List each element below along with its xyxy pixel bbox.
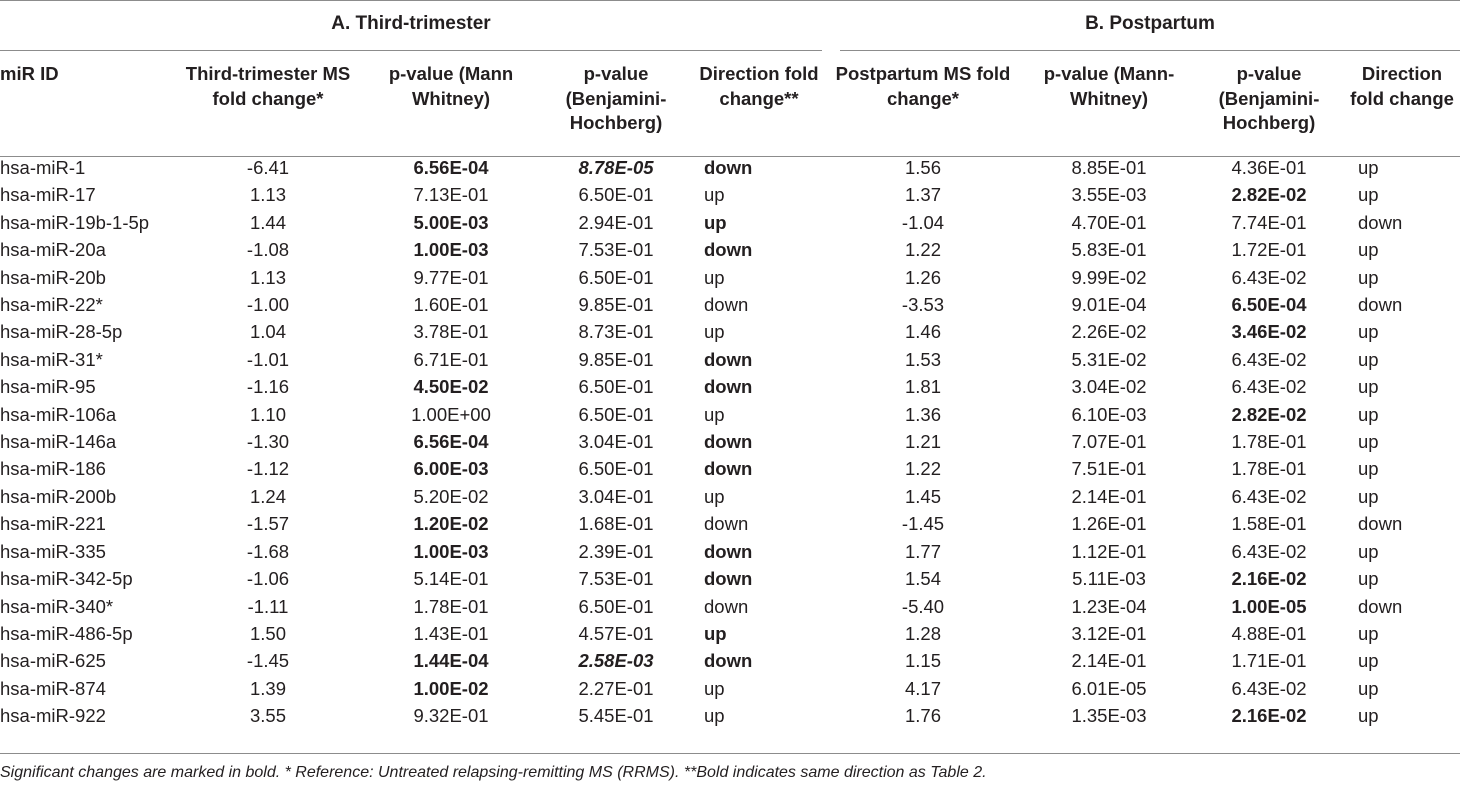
table-cell: down: [704, 595, 749, 617]
table-cell: 6.50E-01: [578, 595, 654, 617]
table-cell: -1.12: [246, 458, 290, 480]
table-row: [0, 154, 1460, 181]
table-row: [0, 181, 1460, 208]
column-header: miR ID: [0, 63, 59, 84]
table-cell: up: [1358, 403, 1379, 425]
table-body: [0, 154, 1460, 730]
table-row: [0, 236, 1460, 263]
table-cell: up: [704, 266, 725, 288]
table-cell: hsa-miR-19b-1-5p: [0, 211, 150, 233]
column-header: Third-trimester MS fold change*: [185, 63, 351, 109]
table-cell: 9.01E-04: [1071, 294, 1147, 316]
table-row: [0, 346, 1460, 373]
table-cell: 6.43E-02: [1231, 266, 1307, 288]
table-cell: up: [704, 211, 727, 233]
table-cell: up: [704, 321, 725, 343]
column-header: p-value (Mann Whitney): [388, 63, 514, 109]
table-cell: 2.39E-01: [578, 540, 654, 562]
table-cell: 1.22: [904, 239, 941, 261]
table-cell: 1.28: [904, 622, 941, 644]
top-rule: [0, 0, 1460, 1]
table-cell: 1.37: [904, 184, 941, 206]
table-cell: 1.24: [249, 485, 286, 507]
table-cell: 6.43E-02: [1231, 485, 1307, 507]
table-cell: up: [704, 403, 725, 425]
table-cell: down: [704, 294, 749, 316]
table-cell: hsa-miR-1: [0, 157, 86, 178]
table-cell: 9.85E-01: [578, 348, 654, 370]
table-cell: hsa-miR-17: [0, 184, 96, 206]
table-cell: hsa-miR-186: [0, 458, 106, 480]
table-cell: 1.72E-01: [1231, 239, 1307, 261]
table-cell: 5.45E-01: [578, 705, 654, 727]
table-cell: up: [1358, 376, 1379, 398]
table-cell: -3.53: [901, 294, 945, 316]
table-row: [0, 373, 1460, 400]
table-cell: hsa-miR-922: [0, 705, 106, 727]
table-cell: 1.46: [904, 321, 941, 343]
table-row: [0, 647, 1460, 674]
table-cell: -1.45: [246, 650, 290, 672]
table-cell: down: [704, 458, 753, 480]
table-cell: hsa-miR-221: [0, 513, 106, 535]
group-rule-postpartum: [840, 50, 1460, 51]
table-cell: up: [704, 705, 725, 727]
table-cell: hsa-miR-200b: [0, 485, 117, 507]
table-cell: 1.13: [249, 266, 286, 288]
table-cell: down: [704, 540, 753, 562]
table-cell: 1.04: [249, 321, 286, 343]
table-cell: 2.16E-02: [1231, 705, 1307, 727]
table-cell: 6.50E-01: [578, 184, 654, 206]
table-cell: 1.13: [249, 184, 286, 206]
table-cell: 4.70E-01: [1071, 211, 1147, 233]
table-cell: hsa-miR-874: [0, 677, 106, 699]
table-cell: up: [704, 485, 725, 507]
table-cell: 1.77: [904, 540, 941, 562]
table-cell: -1.01: [246, 348, 290, 370]
table-cell: up: [1358, 184, 1379, 206]
table-row: [0, 209, 1460, 236]
table-cell: down: [1358, 513, 1403, 535]
group-header-postpartum: B. Postpartum: [1085, 13, 1215, 34]
table-cell: -1.45: [901, 513, 945, 535]
table-cell: 3.04E-01: [578, 485, 654, 507]
header-rule: [0, 156, 1460, 157]
table-cell: down: [704, 650, 753, 672]
table-cell: 6.00E-03: [413, 458, 489, 480]
table-cell: 1.76: [904, 705, 941, 727]
table-cell: 5.20E-02: [413, 485, 489, 507]
table-cell: 1.00E-02: [413, 677, 489, 699]
table-cell: 1.35E-03: [1071, 705, 1147, 727]
table-cell: -1.68: [246, 540, 290, 562]
table-cell: 6.50E-01: [578, 403, 654, 425]
table-cell: 7.53E-01: [578, 239, 654, 261]
table-cell: -1.08: [246, 239, 290, 261]
table-cell: down: [704, 157, 753, 178]
table-cell: 5.31E-02: [1071, 348, 1147, 370]
table-cell: hsa-miR-335: [0, 540, 106, 562]
table-cell: up: [704, 184, 725, 206]
table-cell: hsa-miR-342-5p: [0, 568, 133, 590]
table-row: [0, 565, 1460, 592]
table-cell: 7.51E-01: [1071, 458, 1147, 480]
table-cell: 2.16E-02: [1231, 568, 1307, 590]
table-row: [0, 538, 1460, 565]
table-cell: -1.11: [247, 595, 289, 617]
table-cell: 1.68E-01: [578, 513, 654, 535]
table-cell: 1.00E+00: [411, 403, 491, 425]
group-rule-third-trimester: [0, 50, 822, 51]
mirna-table: [0, 62, 1460, 730]
table-cell: hsa-miR-340*: [0, 595, 114, 617]
table-cell: 5.83E-01: [1071, 239, 1147, 261]
table-cell: up: [704, 677, 725, 699]
table-cell: 1.15: [904, 650, 941, 672]
table-cell: 1.36: [904, 403, 941, 425]
table-cell: 6.50E-01: [578, 376, 654, 398]
table-cell: up: [1358, 622, 1379, 644]
table-cell: 1.00E-05: [1231, 595, 1307, 617]
table-cell: 5.00E-03: [413, 211, 489, 233]
table-cell: down: [704, 348, 753, 370]
table-cell: down: [1358, 294, 1403, 316]
column-header: Postpartum MS fold change*: [835, 63, 1011, 109]
table-cell: 6.50E-01: [578, 458, 654, 480]
table-cell: 1.78E-01: [1231, 458, 1307, 480]
footnote: Significant changes are marked in bold. * Reference: Untreated relapsing-remitting MS (RRMS). **Bold indicates same direction as Table 2.: [0, 764, 987, 781]
table-cell: 1.44: [249, 211, 286, 233]
table-cell: up: [1358, 348, 1379, 370]
table-cell: 1.26E-01: [1071, 513, 1147, 535]
table-cell: down: [1358, 211, 1403, 233]
table-cell: 4.57E-01: [578, 622, 654, 644]
table-cell: 4.36E-01: [1231, 157, 1307, 178]
table-row: [0, 264, 1460, 291]
table-cell: 3.78E-01: [413, 321, 489, 343]
table-cell: up: [1358, 157, 1379, 178]
table-cell: -6.41: [246, 157, 290, 178]
table-cell: -1.04: [901, 211, 945, 233]
table-cell: 6.43E-02: [1231, 677, 1307, 699]
bottom-rule: [0, 753, 1460, 754]
table-cell: up: [1358, 458, 1379, 480]
table-cell: 1.39: [249, 677, 286, 699]
table-row: [0, 291, 1460, 318]
table-cell: 1.22: [904, 458, 941, 480]
table-cell: hsa-miR-31*: [0, 348, 103, 370]
table-cell: 1.78E-01: [1231, 431, 1307, 453]
table-cell: up: [1358, 321, 1379, 343]
table-cell: 1.10: [249, 403, 286, 425]
table-cell: -1.00: [246, 294, 290, 316]
table-cell: down: [704, 239, 753, 261]
column-header: Direction fold change**: [699, 63, 819, 109]
table-cell: 7.74E-01: [1231, 211, 1307, 233]
table-cell: 8.78E-05: [578, 157, 654, 178]
table-cell: 9.85E-01: [578, 294, 654, 316]
table-cell: 1.81: [904, 376, 941, 398]
table-cell: up: [1358, 568, 1379, 590]
table-cell: 4.50E-02: [413, 376, 489, 398]
table-cell: down: [704, 568, 753, 590]
table-cell: 6.50E-01: [578, 266, 654, 288]
table-row: [0, 675, 1460, 702]
table-cell: hsa-miR-28-5p: [0, 321, 123, 343]
table-cell: 1.45: [904, 485, 941, 507]
table-cell: down: [704, 431, 753, 453]
table-cell: 7.13E-01: [413, 184, 489, 206]
table-cell: 2.14E-01: [1071, 650, 1147, 672]
table-row: [0, 318, 1460, 345]
table-cell: -1.57: [246, 513, 290, 535]
table-cell: 3.04E-01: [578, 431, 654, 453]
table-cell: 6.43E-02: [1231, 348, 1307, 370]
table-cell: hsa-miR-146a: [0, 431, 117, 453]
table-row: [0, 483, 1460, 510]
table-cell: 1.26: [904, 266, 941, 288]
table-cell: 1.56: [904, 157, 941, 178]
table-cell: 1.00E-03: [413, 239, 489, 261]
table-cell: 2.82E-02: [1231, 184, 1307, 206]
table-cell: 3.04E-02: [1071, 376, 1147, 398]
table-cell: 3.12E-01: [1071, 622, 1147, 644]
table-cell: hsa-miR-95: [0, 376, 96, 398]
table-cell: 2.27E-01: [578, 677, 654, 699]
table-cell: up: [1358, 650, 1379, 672]
table-cell: up: [1358, 485, 1379, 507]
table-cell: hsa-miR-486-5p: [0, 622, 133, 644]
table-cell: 1.58E-01: [1231, 513, 1307, 535]
table-cell: 1.71E-01: [1231, 650, 1307, 672]
table-cell: 1.78E-01: [413, 595, 489, 617]
table-cell: 7.53E-01: [578, 568, 654, 590]
table-row: [0, 455, 1460, 482]
table-cell: 1.21: [904, 431, 941, 453]
column-header: Direction fold change: [1350, 63, 1454, 109]
table-cell: 3.55E-03: [1071, 184, 1147, 206]
table-cell: 6.56E-04: [413, 431, 489, 453]
table-cell: up: [1358, 677, 1379, 699]
table-cell: 1.54: [904, 568, 941, 590]
table-cell: -5.40: [901, 595, 945, 617]
column-header: p-value (Mann-Whitney): [1043, 63, 1175, 109]
table-cell: down: [704, 513, 749, 535]
table-cell: 6.56E-04: [413, 157, 489, 178]
table-cell: 5.14E-01: [413, 568, 489, 590]
column-header: p-value (Benjamini-Hochberg): [565, 63, 667, 133]
table-row: [0, 620, 1460, 647]
table-row: [0, 428, 1460, 455]
table-cell: 7.07E-01: [1071, 431, 1147, 453]
header-row: [0, 62, 1460, 154]
table-cell: 6.43E-02: [1231, 540, 1307, 562]
table-cell: 2.94E-01: [578, 211, 654, 233]
table-cell: up: [1358, 266, 1379, 288]
table-cell: 1.53: [904, 348, 941, 370]
table-cell: 3.55: [249, 705, 286, 727]
table-cell: down: [704, 376, 753, 398]
table-cell: 2.82E-02: [1231, 403, 1307, 425]
table-cell: 1.20E-02: [413, 513, 489, 535]
group-header-third-trimester: A. Third-trimester: [331, 13, 491, 34]
table-cell: hsa-miR-20b: [0, 266, 106, 288]
table-cell: 4.17: [904, 677, 941, 699]
table-cell: -1.30: [246, 431, 290, 453]
table-cell: down: [1358, 595, 1403, 617]
table-cell: 1.50: [249, 622, 286, 644]
table-cell: 2.14E-01: [1071, 485, 1147, 507]
table-cell: 9.77E-01: [413, 266, 489, 288]
table-row: [0, 401, 1460, 428]
table-cell: 6.01E-05: [1071, 677, 1147, 699]
table-row: [0, 593, 1460, 620]
table-cell: 6.10E-03: [1071, 403, 1147, 425]
table-cell: 6.71E-01: [413, 348, 489, 370]
column-header: p-value (Benjamini-Hochberg): [1218, 63, 1320, 133]
table-cell: up: [1358, 705, 1379, 727]
table-cell: up: [1358, 431, 1379, 453]
table-cell: 8.85E-01: [1071, 157, 1147, 178]
table-cell: -1.16: [246, 376, 290, 398]
table-cell: 8.73E-01: [578, 321, 654, 343]
table-cell: 1.43E-01: [413, 622, 489, 644]
table-cell: up: [704, 622, 727, 644]
table-cell: 9.99E-02: [1071, 266, 1147, 288]
table-cell: 1.60E-01: [413, 294, 489, 316]
table-cell: up: [1358, 540, 1379, 562]
table-cell: 1.23E-04: [1071, 595, 1147, 617]
table-cell: 5.11E-03: [1072, 568, 1146, 590]
table-cell: 2.58E-03: [578, 650, 654, 672]
table-cell: 1.12E-01: [1071, 540, 1147, 562]
table-cell: hsa-miR-625: [0, 650, 106, 672]
table-cell: 6.50E-04: [1231, 294, 1307, 316]
table-cell: hsa-miR-22*: [0, 294, 103, 316]
table-cell: 4.88E-01: [1231, 622, 1307, 644]
table-cell: 1.44E-04: [413, 650, 489, 672]
table-row: [0, 510, 1460, 537]
table-cell: 3.46E-02: [1231, 321, 1307, 343]
table-cell: -1.06: [246, 568, 290, 590]
table-row: [0, 702, 1460, 729]
table-cell: hsa-miR-20a: [0, 239, 106, 261]
table-cell: hsa-miR-106a: [0, 403, 117, 425]
table-cell: 1.00E-03: [413, 540, 489, 562]
table-cell: 9.32E-01: [413, 705, 489, 727]
table-cell: up: [1358, 239, 1379, 261]
table-cell: 6.43E-02: [1231, 376, 1307, 398]
table-cell: 2.26E-02: [1071, 321, 1147, 343]
